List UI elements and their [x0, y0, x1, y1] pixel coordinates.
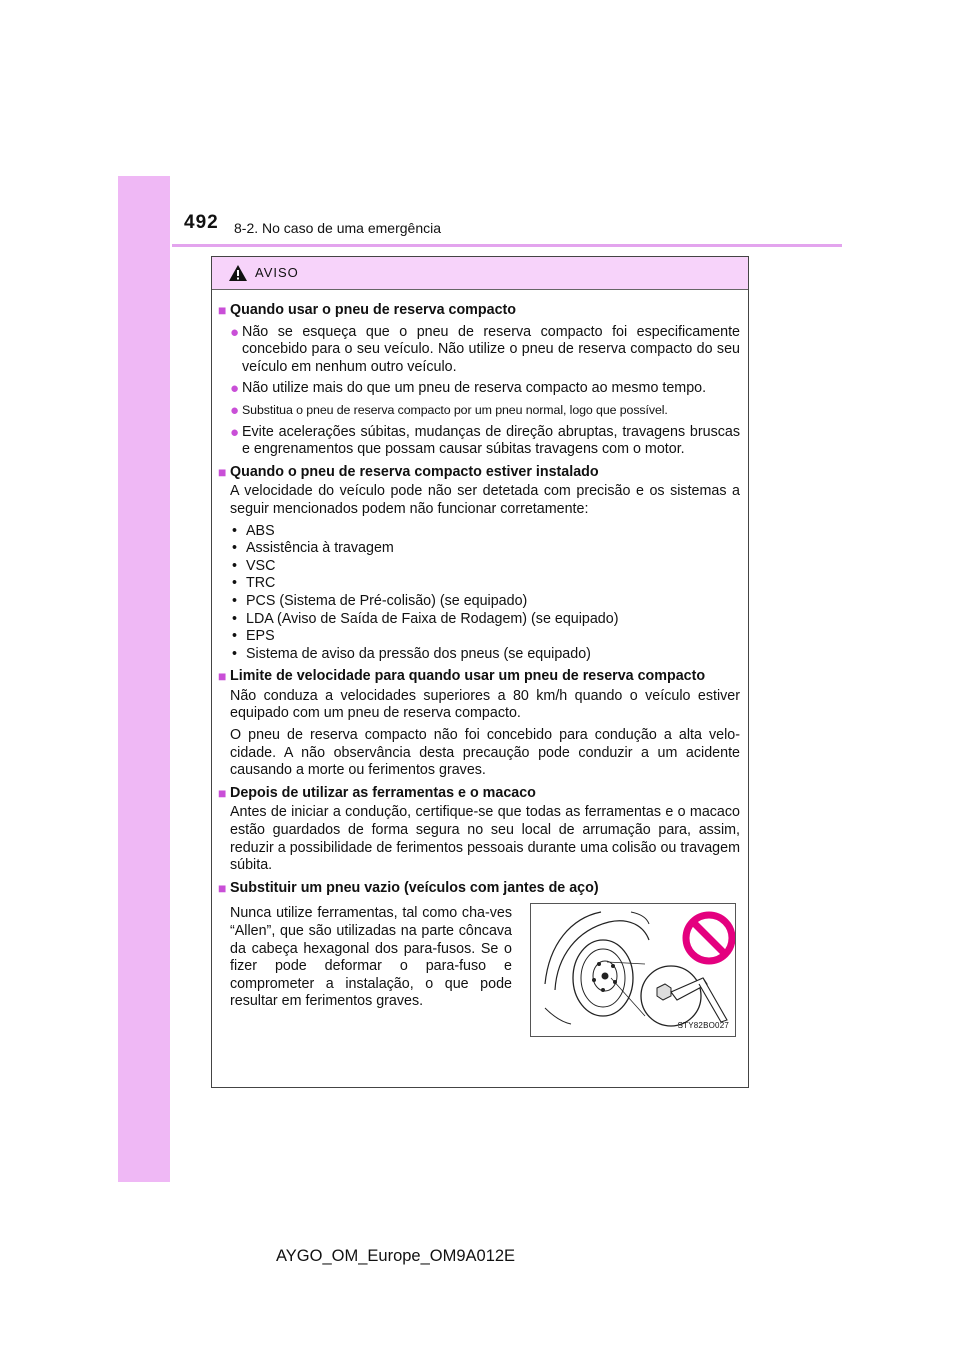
circle-bullet-icon: ●	[230, 423, 240, 441]
square-bullet-icon: ■	[218, 668, 227, 685]
square-bullet-icon: ■	[218, 302, 227, 318]
paragraph: Nunca utilize ferramentas, tal como cha-ves “Allen”, que são utilizadas na parte côncava da cabeça hexagonal dos para-fusos. Se o fizer pode deformar o para-fuso e comprometer a instalação, o que pode resultar em ferimentos graves.	[230, 905, 512, 1010]
circle-bullet-icon: ●	[230, 380, 240, 398]
bullet-item	[218, 424, 740, 459]
list-item: • Assistência à travagem	[232, 540, 394, 557]
section-heading	[218, 302, 740, 320]
list-item: • TRC	[232, 575, 276, 592]
section-heading-text: Depois de utilizar as ferramentas e o macaco	[230, 784, 536, 801]
warning-header	[212, 257, 748, 290]
warning-title: AVISO	[255, 265, 299, 280]
wheel-illustration	[530, 903, 736, 1037]
figure-code: STY82BO027	[677, 1020, 729, 1030]
list-item: • LDA (Aviso de Saída de Faixa de Rodagem) (se equipado)	[232, 610, 619, 627]
list-item: • EPS	[232, 628, 275, 645]
section-heading	[218, 464, 740, 482]
square-bullet-icon: ■	[218, 463, 227, 480]
list-item: • PCS (Sistema de Pré-colisão) (se equipado)	[232, 592, 528, 609]
section-heading-text: Quando o pneu de reserva compacto estiver instalado	[230, 463, 599, 480]
chapter-tab-bar	[118, 176, 170, 1182]
bullet-text: Não utilize mais do que um pneu de reserva compacto ao mesmo tempo.	[242, 380, 707, 397]
section-heading	[218, 880, 740, 898]
list-item: • VSC	[232, 557, 276, 574]
section-heading-text: Quando usar o pneu de reserva compacto	[230, 302, 517, 318]
document-code-footer: AYGO_OM_Europe_OM9A012E	[276, 1247, 516, 1265]
section-heading	[218, 785, 740, 803]
bullet-text: Evite acelerações súbitas, mudanças de direção abruptas, travagens bruscas e engrenamentos que possam causar súbitas travagens com o motor.	[242, 423, 740, 458]
page-number: 492	[184, 212, 219, 233]
paragraph: A velocidade do veículo pode não ser detetada com precisão e os sistemas a seguir mencionados podem não funcionar corretamente:	[230, 483, 740, 517]
square-bullet-icon: ■	[218, 879, 227, 896]
bullet-item	[218, 380, 740, 398]
bullet-item	[218, 402, 740, 420]
square-bullet-icon: ■	[218, 784, 227, 801]
warning-body	[212, 290, 748, 1037]
section-heading-text: Limite de velocidade para quando usar um pneu de reserva compacto	[230, 668, 706, 685]
section-heading-text: Substituir um pneu vazio (veículos com jantes de aço)	[230, 879, 599, 896]
circle-bullet-icon: ●	[230, 401, 240, 419]
list-item: • ABS	[232, 522, 275, 539]
bullet-item	[218, 324, 740, 377]
systems-list	[218, 523, 740, 664]
circle-bullet-icon: ●	[230, 323, 240, 341]
figure-row	[218, 903, 740, 1037]
header-rule	[172, 244, 842, 247]
bullet-text: Substitua o pneu de reserva compacto por um pneu normal, logo que possível.	[242, 402, 668, 417]
warning-triangle-icon	[228, 264, 248, 282]
bullet-text: Não se esqueça que o pneu de reserva compacto foi especificamente concebido para o seu veículo. Não utilize o pneu de reserva compacto do seu veículo em nenhum outro veículo.	[242, 323, 740, 375]
paragraph: Não conduza a velocidades superiores a 80 km/h quando o veículo estiver equipado com um pneu de reserva compacto.	[230, 687, 740, 722]
paragraph: Antes de iniciar a condução, certifique-se que todas as ferramentas e o macaco estão guardados de forma segura no seu local de arrumação para, assim, reduzir a possibilidade de ferimentos pessoais durante uma colisão ou travagem súbita.	[230, 804, 740, 874]
warning-box	[211, 256, 749, 1088]
section-title: 8-2. No caso de uma emergência	[234, 220, 441, 236]
list-item: • Sistema de aviso da pressão dos pneus (se equipado)	[232, 645, 591, 662]
paragraph: O pneu de reserva compacto não foi concebido para condução a alta velo-cidade. A não observância desta precaução pode conduzir a um acidente causando a morte ou ferimentos graves.	[230, 727, 740, 779]
section-heading	[218, 668, 740, 686]
